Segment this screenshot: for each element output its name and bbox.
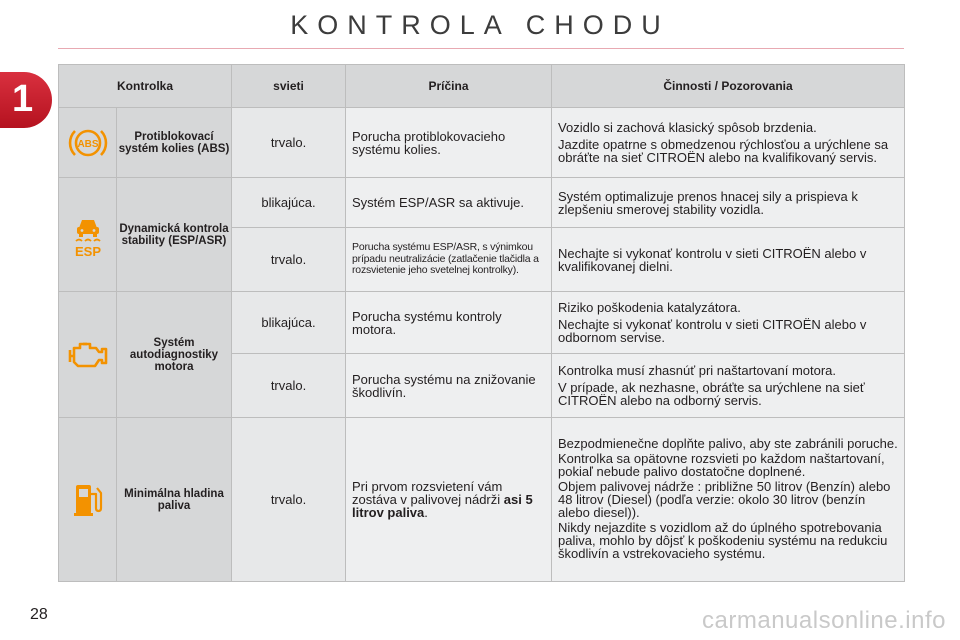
fuel-action-2: Kontrolka sa opätovne rozsvieti po každom naštartovaní, pokiaľ nebude palivo dostatočne doplnené. <box>558 451 885 479</box>
title-divider <box>58 48 904 49</box>
engine-state-2: trvalo. <box>232 354 346 418</box>
table-row <box>59 292 905 354</box>
col-header-pricina: Príčina <box>346 65 552 108</box>
watermark: carmanualsonline.info <box>702 607 946 634</box>
fuel-action-3: Objem palivovej nádrže : približne 50 litrov (Benzín) alebo 48 litrov (Diesel) (podľa verzie: okolo 30 litrov (benzín alebo diesel)). <box>558 479 891 520</box>
page-number: 28 <box>30 606 48 623</box>
abs-action-1: Vozidlo si zachová klasický spôsob brzdenia. <box>558 120 817 135</box>
table-row <box>59 178 905 228</box>
esp-cause-1: Systém ESP/ASR sa aktivuje. <box>346 178 552 228</box>
esp-state-1: blikajúca. <box>232 178 346 228</box>
engine-cause-2: Porucha systému na znižovanie škodlivín. <box>346 354 552 418</box>
fuel-pump-icon <box>59 418 117 582</box>
esp-action-1: Systém optimalizuje prenos hnacej sily a prispieva k zlepšeniu smerovej stability vozidla. <box>552 178 905 228</box>
fuel-cause-bold: asi 5 litrov paliva <box>352 492 533 520</box>
fuel-cause <box>346 418 552 582</box>
fuel-actions <box>552 418 905 582</box>
engine-actions-1 <box>552 292 905 354</box>
esp-icon-label: ESP <box>74 243 101 258</box>
col-header-cinnosti: Činnosti / Pozorovania <box>552 65 905 108</box>
chapter-tab <box>0 72 52 128</box>
engine-name: Systém autodiagnostiky motora <box>117 292 232 418</box>
table-row <box>59 418 905 582</box>
abs-cause: Porucha protiblokovacieho systému kolies. <box>346 108 552 178</box>
warning-lights-table <box>58 64 905 582</box>
esp-action-2: Nechajte si vykonať kontrolu v sieti CITROËN alebo v kvalifikovanej dielni. <box>552 228 905 292</box>
engine-cause-1: Porucha systému kontroly motora. <box>346 292 552 354</box>
abs-action-2: Jazdite opatrne s obmedzenou rýchlosťou a urýchlene sa obráťte na sieť CITROËN alebo na kvalifikovaný servis. <box>558 137 889 165</box>
col-header-svieti: svieti <box>232 65 346 108</box>
col-header-kontrolka: Kontrolka <box>59 65 232 108</box>
engine-action-2a: Kontrolka musí zhasnúť pri naštartovaní motora. <box>558 363 837 378</box>
engine-state-1: blikajúca. <box>232 292 346 354</box>
esp-name: Dynamická kontrola stability (ESP/ASR) <box>117 178 232 292</box>
fuel-cause-text: Pri prvom rozsvietení vám zostáva v palivovej nádrži <box>352 479 503 507</box>
table-row <box>59 108 905 178</box>
abs-actions <box>552 108 905 178</box>
engine-action-2b: V prípade, ak nezhasne, obráťte sa urýchlene na sieť CITROËN alebo na odborný servis. <box>558 380 865 408</box>
table-header-row <box>59 65 905 108</box>
engine-check-icon <box>59 292 117 418</box>
engine-actions-2 <box>552 354 905 418</box>
page-title: KONTROLA CHODU <box>290 10 670 40</box>
esp-state-2: trvalo. <box>232 228 346 292</box>
engine-action-1b: Nechajte si vykonať kontrolu v sieti CITROËN alebo v odbornom servise. <box>558 317 867 345</box>
abs-warning-icon <box>59 108 117 178</box>
fuel-state: trvalo. <box>232 418 346 582</box>
esp-cause-2: Porucha systému ESP/ASR, s výnimkou prípadu neutralizácie (zatlačenie tlačidla a rozsvietenie jeho svetelnej kontrolky). <box>346 228 552 292</box>
esp-warning-icon <box>59 178 117 292</box>
svg-text:ABS: ABS <box>76 138 99 150</box>
abs-state: trvalo. <box>232 108 346 178</box>
abs-name: Protiblokovací systém kolies (ABS) <box>117 108 232 178</box>
fuel-cause-end: . <box>424 505 428 520</box>
fuel-action-1: Bezpodmienečne doplňte palivo, aby ste zabránili poruche. <box>558 436 898 451</box>
fuel-name: Minimálna hladina paliva <box>117 418 232 582</box>
chapter-number: 1 <box>12 78 34 120</box>
engine-action-1a: Riziko poškodenia katalyzátora. <box>558 300 741 315</box>
fuel-action-4: Nikdy nejazdite s vozidlom až do úplného spotrebovania paliva, mohlo by dôjsť k poškodeniu systému na redukciu škodlivín a vstrekovacieho systému. <box>558 520 888 561</box>
